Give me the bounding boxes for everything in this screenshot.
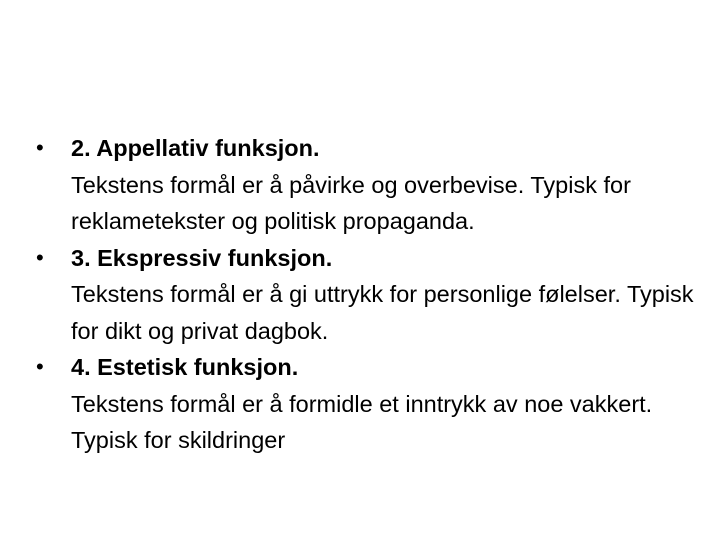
list-item-estetisk — [36, 349, 700, 459]
list-item-body: Tekstens formål er å formidle et inntrykk av noe vakkert. Typisk for skildringer — [71, 390, 653, 453]
list-item-body: Tekstens formål er å påvirke og overbevise. Typisk for reklametekster og politisk propaganda. — [71, 171, 631, 234]
list-item-title: 2. Appellativ funksjon. — [71, 135, 320, 161]
list-item-body: Tekstens formål er å gi uttrykk for personlige følelser. Typisk for dikt og privat dagbok. — [71, 281, 694, 344]
list-item-title: 4. Estetisk funksjon. — [71, 354, 299, 380]
list-item-title: 3. Ekspressiv funksjon. — [71, 244, 333, 271]
bullet-list — [36, 130, 700, 459]
list-item-appellativ — [36, 130, 700, 240]
bullet-icon: • — [36, 244, 44, 270]
bullet-icon: • — [36, 135, 44, 160]
list-item-ekspressiv — [36, 240, 700, 350]
bullet-icon: • — [36, 354, 44, 379]
